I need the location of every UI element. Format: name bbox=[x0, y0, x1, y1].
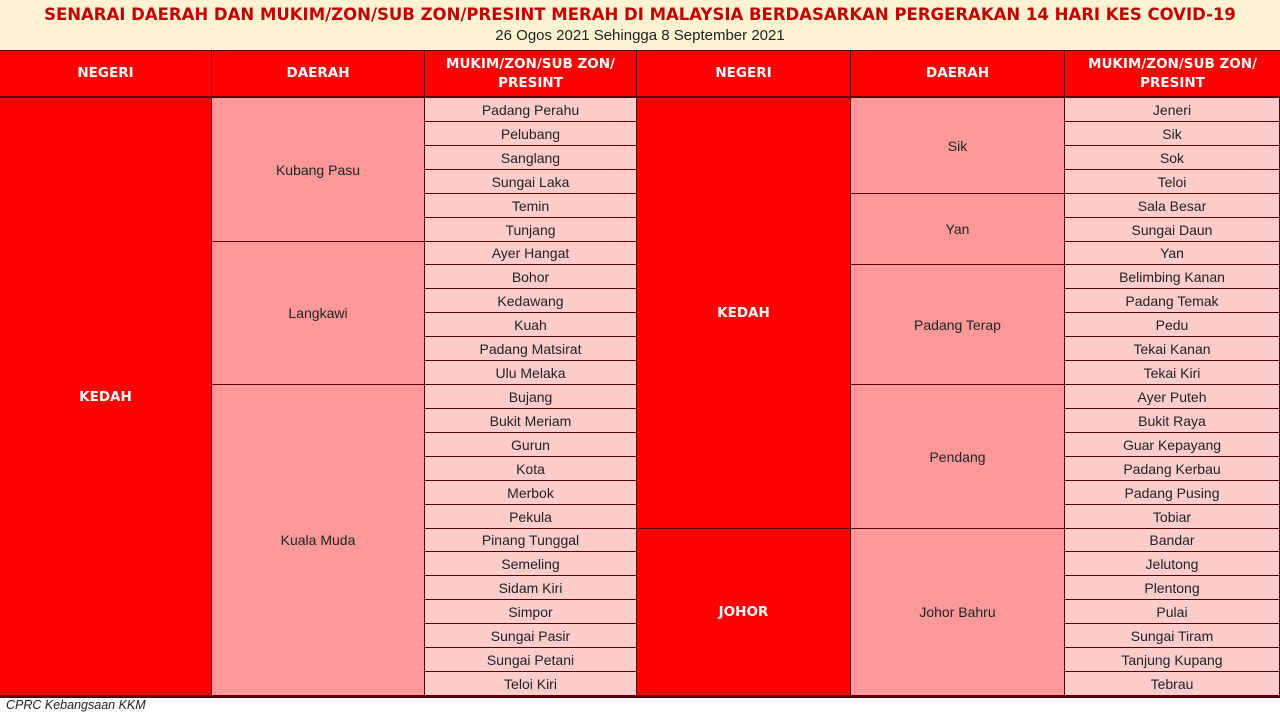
mukim-cell-temin: Temin bbox=[425, 194, 637, 218]
mukim-cell-jelutong: Jelutong bbox=[1065, 552, 1280, 576]
mukim-cell-simpor: Simpor bbox=[425, 600, 637, 624]
mukim-cell-tekai-kiri: Tekai Kiri bbox=[1065, 361, 1280, 385]
mukim-cell-jeneri: Jeneri bbox=[1065, 98, 1280, 122]
mukim-cell-sungai-daun: Sungai Daun bbox=[1065, 218, 1280, 242]
mukim-cell-ayer-hangat: Ayer Hangat bbox=[425, 242, 637, 265]
mukim-cell-bukit-raya: Bukit Raya bbox=[1065, 409, 1280, 433]
mukim-cell-kuah: Kuah bbox=[425, 313, 637, 337]
daerah-cell-yan: Yan bbox=[851, 194, 1065, 265]
source-footer: CPRC Kebangsaan KKM bbox=[6, 698, 146, 712]
col-header-daerah-right: DAERAH bbox=[851, 51, 1065, 98]
col-header-mukim-right: MUKIM/ZON/SUB ZON/ PRESINT bbox=[1065, 51, 1280, 98]
mukim-cell-bandar: Bandar bbox=[1065, 529, 1280, 552]
mukim-cell-belimbing-kanan: Belimbing Kanan bbox=[1065, 265, 1280, 289]
mukim-cell-ayer-puteh: Ayer Puteh bbox=[1065, 385, 1280, 409]
daerah-cell-johor-bahru: Johor Bahru bbox=[851, 529, 1065, 696]
negeri-cell-kedah: KEDAH bbox=[0, 98, 212, 696]
daerah-cell-pendang: Pendang bbox=[851, 385, 1065, 529]
mukim-cell-tanjung-kupang: Tanjung Kupang bbox=[1065, 648, 1280, 672]
negeri-cell-johor: JOHOR bbox=[637, 529, 851, 696]
mukim-cell-ulu-melaka: Ulu Melaka bbox=[425, 361, 637, 385]
mukim-cell-gurun: Gurun bbox=[425, 433, 637, 457]
title-banner bbox=[0, 0, 1280, 50]
mukim-cell-kedawang: Kedawang bbox=[425, 289, 637, 313]
mukim-cell-padang-perahu: Padang Perahu bbox=[425, 98, 637, 122]
mukim-cell-sik: Sik bbox=[1065, 122, 1280, 146]
daerah-cell-sik: Sik bbox=[851, 98, 1065, 194]
mukim-cell-guar-kepayang: Guar Kepayang bbox=[1065, 433, 1280, 457]
mukim-cell-padang-kerbau: Padang Kerbau bbox=[1065, 457, 1280, 481]
mukim-cell-tebrau: Tebrau bbox=[1065, 672, 1280, 696]
page-subtitle: 26 Ogos 2021 Sehingga 8 September 2021 bbox=[495, 27, 785, 44]
mukim-cell-plentong: Plentong bbox=[1065, 576, 1280, 600]
col-header-negeri-left: NEGERI bbox=[0, 51, 212, 98]
mukim-cell-teloi: Teloi bbox=[1065, 170, 1280, 194]
col-header-daerah-left: DAERAH bbox=[212, 51, 425, 98]
mukim-cell-kota: Kota bbox=[425, 457, 637, 481]
mukim-cell-teloi-kiri: Teloi Kiri bbox=[425, 672, 637, 696]
daerah-cell-langkawi: Langkawi bbox=[212, 242, 425, 385]
mukim-cell-tunjang: Tunjang bbox=[425, 218, 637, 242]
mukim-cell-merbok: Merbok bbox=[425, 481, 637, 505]
negeri-cell-kedah: KEDAH bbox=[637, 98, 851, 529]
mukim-cell-pelubang: Pelubang bbox=[425, 122, 637, 146]
mukim-cell-padang-matsirat: Padang Matsirat bbox=[425, 337, 637, 361]
mukim-cell-semeling: Semeling bbox=[425, 552, 637, 576]
daerah-cell-kuala-muda: Kuala Muda bbox=[212, 385, 425, 696]
mukim-cell-yan: Yan bbox=[1065, 242, 1280, 265]
col-header-mukim-left: MUKIM/ZON/SUB ZON/ PRESINT bbox=[425, 51, 637, 98]
mukim-cell-sungai-petani: Sungai Petani bbox=[425, 648, 637, 672]
mukim-cell-sok: Sok bbox=[1065, 146, 1280, 170]
mukim-cell-padang-temak: Padang Temak bbox=[1065, 289, 1280, 313]
mukim-cell-sungai-tiram: Sungai Tiram bbox=[1065, 624, 1280, 648]
col-header-negeri-right: NEGERI bbox=[637, 51, 851, 98]
mukim-cell-pulai: Pulai bbox=[1065, 600, 1280, 624]
mukim-cell-tekai-kanan: Tekai Kanan bbox=[1065, 337, 1280, 361]
mukim-cell-padang-pusing: Padang Pusing bbox=[1065, 481, 1280, 505]
page-title: SENARAI DAERAH DAN MUKIM/ZON/SUB ZON/PRESINT MERAH DI MALAYSIA BERDASARKAN PERGERAKAN 14 HARI KES COVID-19 bbox=[44, 5, 1236, 24]
daerah-cell-padang-terap: Padang Terap bbox=[851, 265, 1065, 385]
mukim-cell-pinang-tunggal: Pinang Tunggal bbox=[425, 529, 637, 552]
mukim-cell-pedu: Pedu bbox=[1065, 313, 1280, 337]
daerah-cell-kubang-pasu: Kubang Pasu bbox=[212, 98, 425, 242]
mukim-cell-bujang: Bujang bbox=[425, 385, 637, 409]
mukim-cell-sungai-pasir: Sungai Pasir bbox=[425, 624, 637, 648]
mukim-cell-sungai-laka: Sungai Laka bbox=[425, 170, 637, 194]
mukim-cell-bohor: Bohor bbox=[425, 265, 637, 289]
mukim-cell-sala-besar: Sala Besar bbox=[1065, 194, 1280, 218]
mukim-cell-sidam-kiri: Sidam Kiri bbox=[425, 576, 637, 600]
mukim-cell-tobiar: Tobiar bbox=[1065, 505, 1280, 529]
mukim-cell-pekula: Pekula bbox=[425, 505, 637, 529]
mukim-cell-bukit-meriam: Bukit Meriam bbox=[425, 409, 637, 433]
mukim-cell-sanglang: Sanglang bbox=[425, 146, 637, 170]
